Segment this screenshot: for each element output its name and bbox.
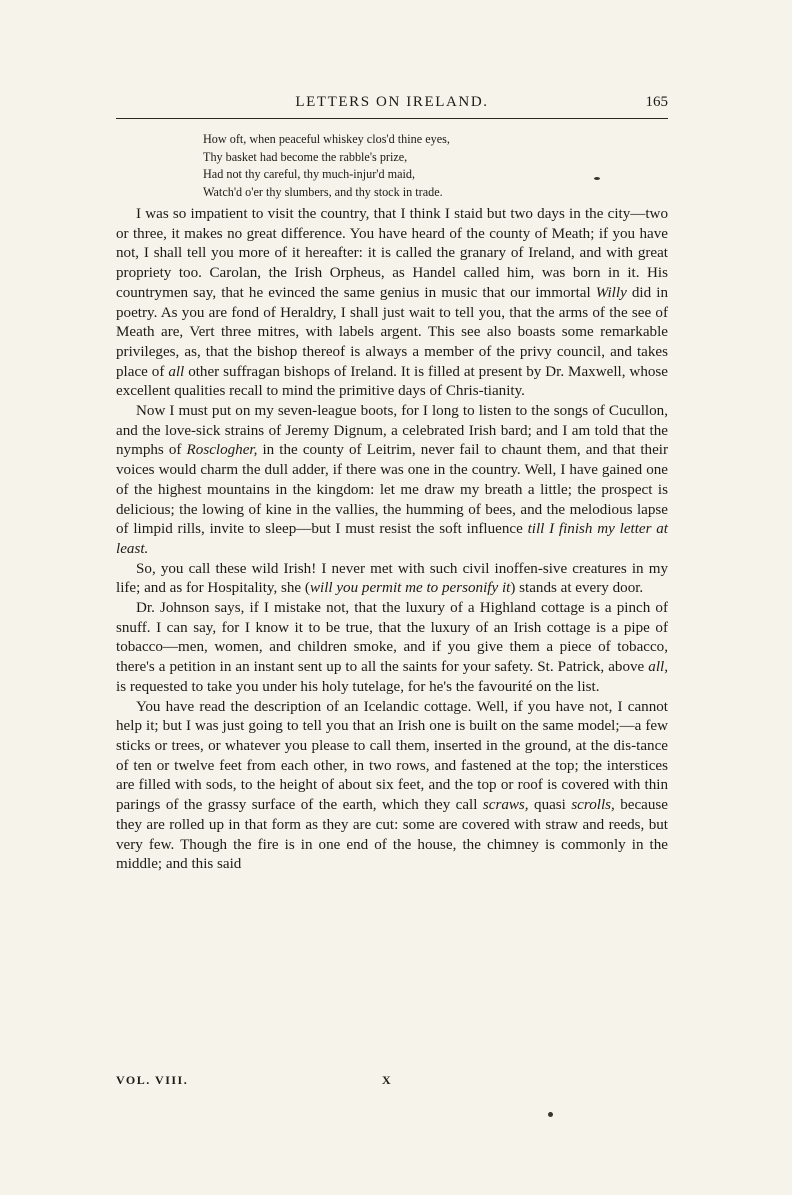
text-run: So, you call these wild Irish! I never met with such civil inoffen-sive creatures in my life; and as for Hospitality, she ( [116,560,668,597]
italic-run: scraws, [482,797,529,814]
paragraph [116,599,668,698]
text-run: other suffragan bishops of Ireland. It is filled at present by Dr. Maxwell, whose excellent qualities recall to mind the primitive days of Chris-tianity. [116,363,668,400]
verse-line: Watch'd o'er thy slumbers, and thy stock in trade. [203,184,443,199]
text-run: quasi [528,797,572,814]
running-title: LETTERS ON IRELAND. [295,94,489,110]
italic-run: all [168,363,185,380]
text-run: because they are rolled up in that form as they are cut: some are covered with straw and reeds, but very few. Though the fire is in one end of the house, the chimney is commonly in the middle; and this said [116,797,668,873]
paragraph [116,698,668,875]
text-run: ) stands at every door. [510,580,644,597]
page-footer [116,1073,668,1091]
italic-run: scrolls, [571,797,615,814]
volume-mark: VOL. VIII. [116,1073,189,1087]
text-run: did in poetry. As you are fond of Heraldry, I shall just wait to tell you, that the arms of the see of Meath are, Vert three mitres, with labels argent. This see also boasts some remarkable privileges, as, that the bishop thereof is always a member of the privy council, and takes place of [116,284,668,380]
paragraph [116,205,668,402]
italic-run: till I finish my letter at least. [116,521,668,557]
verse-line: Thy basket had become the rabble's prize, [203,149,408,164]
italic-run: Rosclogher, [186,442,258,459]
paragraph [116,402,668,560]
italic-run: all, [648,659,668,676]
page-number: 165 [645,94,668,110]
paragraph [116,560,668,599]
text-run: in the county of Leitrim, never fail to chaunt them, and that their voices would charm the dull adder, if there was one in the country. Well, I have gained one of the highest mountains in the kingdom: let me draw my breath a little; the prospect is delicious; the lowing of kine in the vallies, the humming of bees, and the melodious lapse of limpid rills, invite to sleep—but I must resist the soft influence [116,442,669,538]
verse-line: How oft, when peaceful whiskey clos'd thine eyes, [203,132,450,146]
text-run: is requested to take you under his holy tutelage, for he's the favourité on the list. [116,678,600,695]
text-run: I was so impatient to visit the country, that I think I staid but two days in the city—two or three, it makes no great difference. You have heard of the county of Meath; if you have not, I shall tell you more of it hereafter: it is called the granary of Ireland, and with great propriety too. Carolan, the Irish Orpheus, as Handel called him, was born in it. His countrymen say, that he evinced the same genius in music that our immortal [116,206,668,301]
text-run: Now I must put on my seven-league boots, for I long to listen to the songs of Cucullon, and the love-sick strains of Jeremy Dignum, a celebrated Irish bard; and I am told that the nymphs of [116,403,668,459]
text-run: Dr. Johnson says, if I mistake not, that the luxury of a Highland cottage is a pinch of snuff. I can say, for I know it to be true, that the luxury of an Irish cottage is a pipe of tobacco—men, women, and children smoke, and if you give them a piece of tobacco, there's a petition in an instant sent up to all the saints for your safety. St. Patrick, above [116,600,668,676]
signature-mark: X [382,1073,391,1087]
body-text [116,205,668,875]
italic-run: Willy [595,284,627,301]
verse-quotation [203,131,603,201]
ink-speck [594,177,600,180]
ink-speck [548,1112,553,1117]
text-run: You have read the description of an Icelandic cottage. Well, if you have not, I cannot help it; but I was just going to tell you that an Irish one is built on the same model;—a few sticks or trees, or whatever you please to call them, inserted in the ground, at the dis-tance of ten or twelve feet from each other, in two rows, and fastened at the top; the interstices are filled with sods, to the height of about six feet, and the top or roof is covered with thin parings of the grassy surface of the earth, which they call [116,698,668,814]
running-head [116,92,668,119]
italic-run: will you permit me to personify it [309,580,511,597]
verse-line: Had not thy careful, thy much-injur'd maid, [203,167,416,181]
